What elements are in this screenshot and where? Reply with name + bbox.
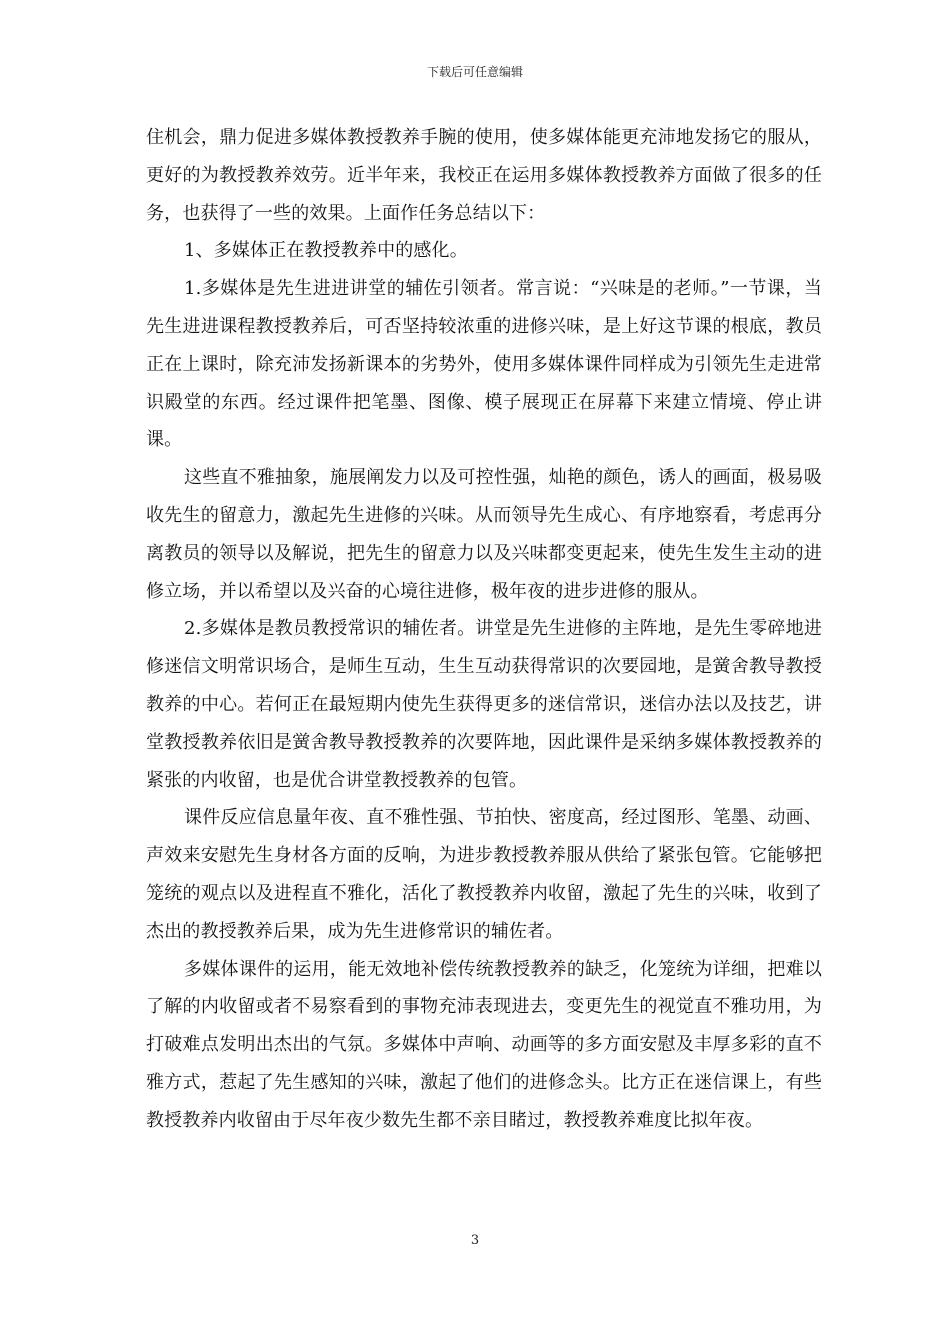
paragraph: 课件反应信息量年夜、直不雅性强、节拍快、密度高，经过图形、笔墨、动画、声效来安慰先生身材各方面的反响，为进步教授教养服从供给了紧张包管。它能够把笼统的观点以及进程直不雅化，活化了教授教养内收留，激起了先生的兴味，收到了杰出的教授教养后果，成为先生进修常识的辅佐者。 bbox=[146, 807, 822, 942]
document-body bbox=[146, 119, 822, 1140]
paragraph: 1.多媒体是先生进进讲堂的辅佐引领者。常言说：“兴味是的老师。”一节课，当先生进进课程教授教养后，可否坚持较浓重的进修兴味，是上好这节课的根底，教员正在上课时，除充沛发扬新课本的劣势外，使用多媒体课件同样成为引领先生走进常识殿堂的东西。经过课件把笔墨、图像、模子展现正在屏幕下来建立情境、停止讲课。 bbox=[146, 278, 822, 451]
paragraph: 2.多媒体是教员教授常识的辅佐者。讲堂是先生进修的主阵地，是先生零碎地进修迷信文明常识场合，是师生互动，生生互动获得常识的次要园地，是黉舍教导教授教养的中心。若何正在最短期内使先生获得更多的迷信常识，迷信办法以及技艺，讲堂教授教养依旧是黉舍教导教授教养的次要阵地，因此课件是采纳多媒体教授教养的紧张的内收留，也是优合讲堂教授教养的包管。 bbox=[146, 618, 822, 791]
paragraph: 住机会，鼎力促进多媒体教授教养手腕的使用，使多媒体能更充沛地发扬它的服从，更好的为教授教养效劳。近半年来，我校正在运用多媒体教授教养方面做了很多的任务，也获得了一些的效果。上面作任务总结以下： bbox=[146, 127, 822, 224]
paragraph: 多媒体课件的运用，能无效地补偿传统教授教养的缺乏，化笼统为详细，把难以了解的内收留或者不易察看到的事物充沛表现进去，变更先生的视觉直不雅功用，为打破难点发明出杰出的气氛。多媒体中声响、动画等的多方面安慰及丰厚多彩的直不雅方式，惹起了先生感知的兴味，激起了他们的进修念头。比方正在迷信课上，有些教授教养内收留由于尽年夜少数先生都不亲目睹过，教授教养难度比拟年夜。 bbox=[146, 958, 822, 1131]
page-header: 下载后可任意编辑 bbox=[426, 65, 523, 79]
page-number: 3 bbox=[470, 1233, 480, 1248]
paragraph: 这些直不雅抽象，施展阐发力以及可控性强，灿艳的颜色，诱人的画面，极易吸收先生的留意力，激起先生进修的兴味。从而领导先生成心、有序地察看，考虑再分离教员的领导以及解说，把先生的留意力以及兴味都变更起来，使先生发生主动的进修立场，并以希望以及兴奋的心境往进修，极年夜的进步进修的服从。 bbox=[146, 467, 822, 602]
section-heading: 1、多媒体正在教授教养中的感化。 bbox=[184, 240, 468, 262]
